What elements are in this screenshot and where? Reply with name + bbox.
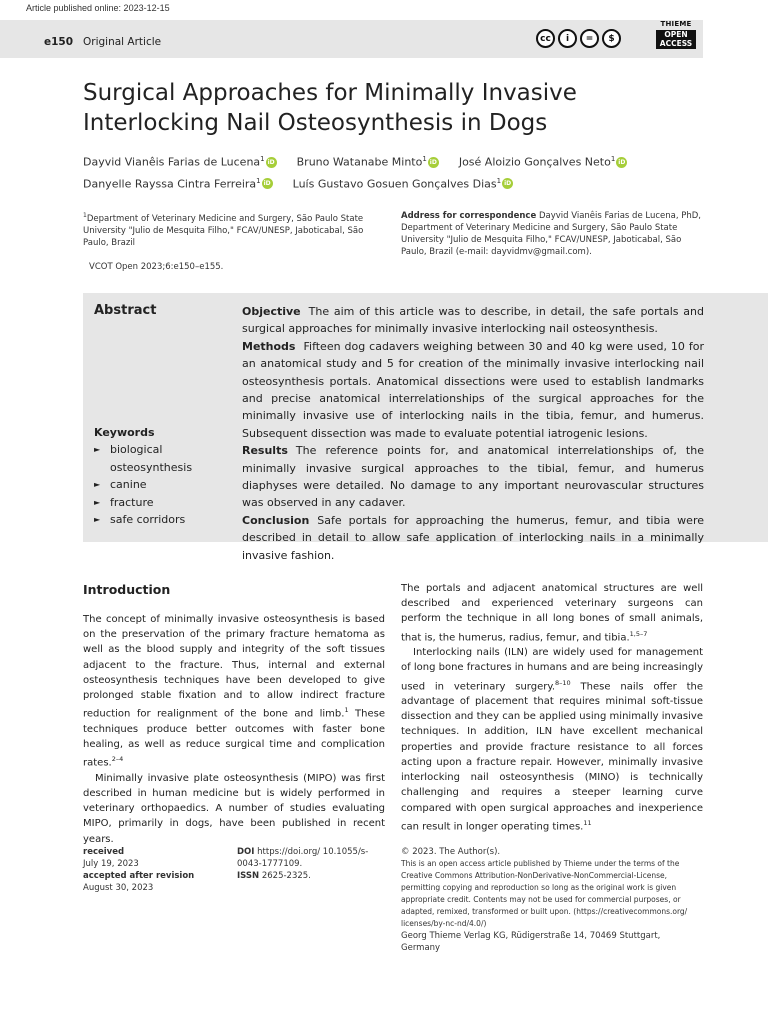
author-name: Bruno Watanabe Minto (296, 155, 423, 169)
results-text: The reference points for, and anatomical interrelationships of, the minimally invasive surgical approaches to the tibial, femur, and humerus diaphyses were detailed. No damage to any important neurovascular structures was observed in any cadaver. (242, 444, 704, 510)
author-name: José Aloizio Gonçalves Neto (458, 155, 611, 169)
author (297, 150, 439, 172)
section-label: Original Article (83, 36, 162, 48)
doi-link[interactable]: https://doi.org/ 10.1055/s-0043-1777109. (237, 847, 369, 869)
affiliation-mark: 1 (83, 212, 87, 219)
orcid-icon[interactable]: iD (618, 158, 626, 166)
affiliation (83, 210, 383, 249)
license-icons (536, 29, 621, 48)
objective-label: Objective (242, 305, 301, 318)
accepted-label: accepted after revision (83, 871, 195, 881)
thieme-logo-text: THIEME (660, 20, 692, 28)
issn-label: ISSN (237, 871, 260, 881)
author (293, 172, 513, 194)
received-date: July 19, 2023 (83, 859, 139, 869)
paragraph (401, 581, 703, 645)
reference-link[interactable]: 8–10 (555, 678, 571, 687)
conclusion-text: Safe portals for approaching the humerus, femur, and tibia were described in detail to allow safe application of interlocking nails in a minimally invasive fashion. (242, 513, 704, 562)
author-affiliation-mark: 1 (610, 155, 616, 163)
correspondence-text: Dayvid Vianêis Farias de Lucena, PhD, Department of Veterinary Medicine and Surgery, São Paulo State University "Julio de Mesquita Filho," FCAV/UNESP, Jaboticabal, São Paulo, Brazil (e-mail: dayvidmv@gmail.com). (401, 211, 702, 257)
license-text: This is an open access article published by Thieme under the terms of the Creative Commons Attribution-NonDerivative-NonCommercial-License, permitting copying and reproduction so long as the original work is given appropriate credit. Contents may not be used for commercial purposes, or adapted, remixed, transformed or built upon. (https://creativecommons.org/ licenses/by-nc-nd/4.0/) (401, 859, 688, 928)
abstract-heading: Abstract (94, 303, 157, 318)
keyword-item[interactable]: ► fracture (94, 494, 234, 511)
orcid-icon[interactable]: iD (504, 180, 512, 188)
keyword-item[interactable]: ► safe corridors (94, 511, 234, 528)
nd-icon[interactable]: = (580, 29, 599, 48)
page-number: e150 (44, 36, 74, 48)
paragraph-text: The portals and adjacent anatomical structures are well described and experienced veterinary surgeons can perform the technique in all long bones of small animals, that is, the humerus, radius, femur, and tibia. (401, 583, 703, 643)
reference-link[interactable]: 1 (344, 706, 349, 715)
license-info (401, 846, 701, 954)
keyword-item[interactable]: ► canine (94, 476, 234, 493)
paragraph (401, 645, 703, 834)
paragraph: Minimally invasive plate osteosynthesis (MIPO) was first described in human medicine but is widely performed in veterinary orthopaedics. A number of studies evaluating MIPO, primarily in dogs, have been published in recent years. (83, 772, 385, 845)
body-column-right (401, 581, 703, 834)
objective-text: The aim of this article was to describe, in detail, the safe portals and surgical approaches for minimally invasive interlocking nail osteosynthesis. (242, 305, 704, 336)
author (83, 172, 273, 194)
orcid-icon[interactable]: iD (263, 180, 271, 188)
affiliation-text: Department of Veterinary Medicine and Surgery, São Paulo State University "Julio de Mesquita Filho," FCAV/UNESP, Jaboticabal, São Paulo, Brazil (83, 213, 364, 248)
correspondence-address (401, 210, 701, 258)
paragraph-text: These techniques produce better outcomes with faster bone healing, as well as reduce surgical time and complication rates. (83, 708, 385, 769)
received-dates (83, 846, 223, 894)
methods-text: Fifteen dog cadavers weighing between 30 and 40 kg were used, 10 for an anatomical study and 5 for creation of the minimally invasive interlocking nail osteosynthesis portals. Anatomical dissections were used to establish landmarks and precise anatomical interrelationships of the surgical approaches for the minimally invasive use of interlocking nails in the tibia, femur, and humerus. Subsequent dissection was made to evaluate potential iatrogenic lesions. (242, 339, 704, 440)
copyright-text: © 2023. The Author(s). (401, 847, 501, 857)
reference-link[interactable]: 1,5–7 (629, 629, 648, 638)
thieme-open-access-logo[interactable] (656, 20, 696, 56)
doi-info (237, 846, 387, 882)
access-text: ACCESS (659, 38, 693, 48)
reference-link[interactable]: 11 (583, 818, 592, 827)
author-affiliation-mark: 1 (260, 155, 265, 163)
keyword-item[interactable]: ► biological osteosynthesis (94, 441, 234, 476)
keywords (94, 424, 234, 528)
publisher-address: Georg Thieme Verlag KG, Rüdigerstraße 14, 70469 Stuttgart, Germany (401, 931, 661, 953)
abstract-text (242, 303, 704, 564)
nc-icon[interactable]: $ (602, 29, 621, 48)
orcid-icon[interactable]: iD (267, 158, 275, 166)
received-label: received (83, 847, 125, 857)
publication-date: Article published online: 2023-12-15 (26, 3, 170, 13)
paragraph-text: Interlocking nails (ILN) are widely used for management of long bone fractures in humans and are being increasingly used in veterinary surgery. (401, 647, 703, 692)
author-affiliation-mark: 1 (256, 176, 261, 185)
reference-link[interactable]: 2–4 (111, 755, 124, 764)
results-label: Results (242, 444, 288, 458)
author-name: Dayvid Vianêis Farias de Lucena (83, 155, 261, 169)
article-title: Surgical Approaches for Minimally Invasive Interlocking Nail Osteosynthesis in Dogs (83, 80, 577, 136)
cc-icon[interactable]: cc (536, 29, 555, 48)
paragraph (83, 612, 385, 771)
author-name: Danyelle Rayssa Cintra Ferreira (83, 177, 257, 191)
accepted-date: August 30, 2023 (83, 883, 154, 893)
doi-label: DOI (237, 847, 255, 857)
paragraph-text: These nails offer the advantage of placement that requires minimal soft-tissue dissection and they can be applied using minimally invasive techniques. In addition, ILN have excellent mechanical properties and provide fracture resistance to all forces acting upon a fracture repair. However, minimally invasive interlocking nail osteosynthesis (MINO) is technically challenging and requires a steeper learning curve compared with open surgical approaches and inexperience can result in longer operating times. (401, 680, 703, 833)
journal-citation: VCOT Open 2023;6:e150–e155. (89, 262, 224, 272)
author-affiliation-mark: 1 (422, 155, 427, 163)
abstract-box (83, 293, 768, 562)
open-access-badge (656, 30, 696, 49)
author-name: Luís Gustavo Gosuen Gonçalves Dias (292, 177, 497, 191)
author-list (83, 150, 703, 193)
keywords-heading: Keywords (94, 426, 155, 439)
introduction-heading: Introduction (83, 582, 171, 597)
by-icon[interactable]: i (558, 29, 577, 48)
conclusion-label: Conclusion (242, 513, 310, 527)
open-text: OPEN (664, 30, 688, 39)
paragraph-text: The concept of minimally invasive osteosynthesis is based on the preservation of the primary fracture hematoma as well as the blood supply and integrity of the soft tissues adjacent to the fracture. Thus, internal and external osteosynthesis techniques have been developed to give prolonged stable fixation and to allow indirect fracture reduction for realignment of the bone and limb. (83, 614, 385, 720)
issn-value: 2625-2325. (261, 871, 311, 881)
orcid-icon[interactable]: iD (429, 158, 437, 166)
body-column-left (83, 612, 385, 847)
author (459, 150, 627, 172)
methods-label: Methods (242, 339, 296, 353)
correspondence-label: Address for correspondence (401, 211, 537, 221)
author (83, 150, 277, 172)
author-affiliation-mark: 1 (496, 176, 502, 185)
